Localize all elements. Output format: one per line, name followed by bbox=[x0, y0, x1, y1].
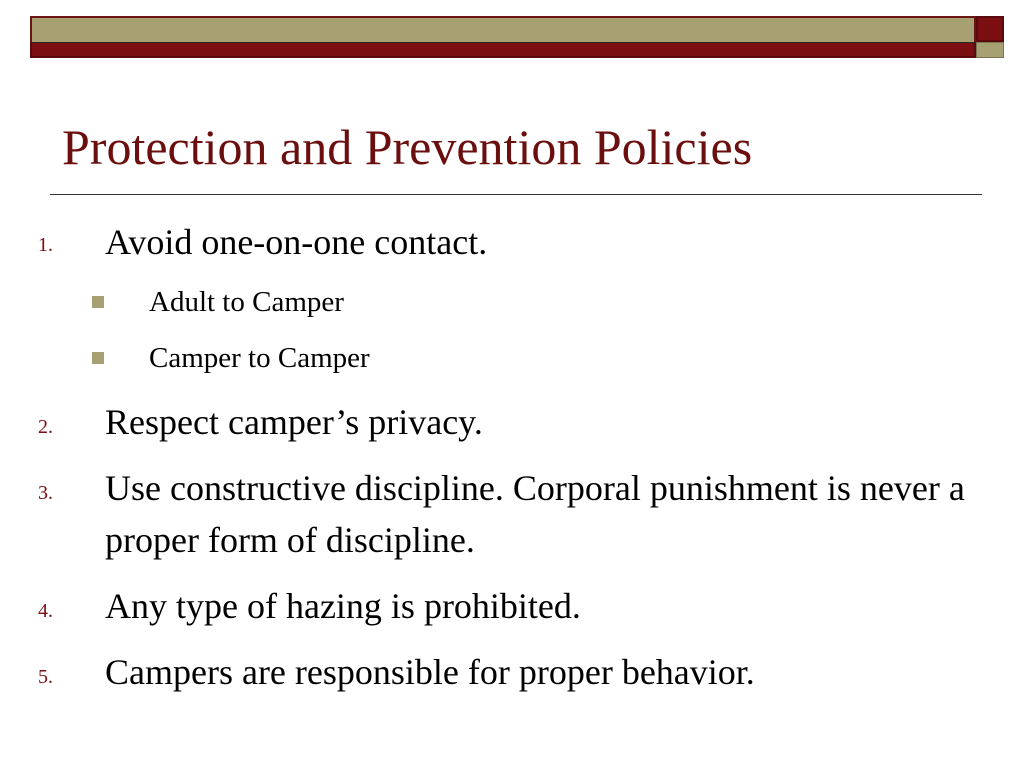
square-bullet-icon bbox=[92, 352, 104, 364]
item-number: 5. bbox=[38, 666, 53, 688]
item-text: Respect camper’s privacy. bbox=[105, 402, 483, 442]
item-number: 3. bbox=[38, 482, 53, 504]
item-number: 4. bbox=[38, 600, 53, 622]
item-text: Use constructive discipline. Corporal punishment is never a proper form of discipline. bbox=[105, 468, 965, 560]
corner-square-red bbox=[976, 16, 1004, 42]
item-text: Avoid one-on-one contact. bbox=[105, 222, 488, 262]
slide-title: Protection and Prevention Policies bbox=[62, 119, 753, 175]
header-band-olive bbox=[30, 16, 976, 42]
item-text: Any type of hazing is prohibited. bbox=[105, 586, 581, 626]
sub-item-text: Camper to Camper bbox=[149, 342, 370, 374]
square-bullet-icon bbox=[92, 296, 104, 308]
title-divider bbox=[50, 194, 982, 195]
item-number: 1. bbox=[38, 234, 53, 256]
corner-square-olive bbox=[976, 42, 1004, 58]
header-band-red bbox=[30, 42, 976, 58]
item-number: 2. bbox=[38, 416, 53, 438]
item-text: Campers are responsible for proper behavior. bbox=[105, 652, 755, 692]
sub-item-text: Adult to Camper bbox=[149, 286, 344, 318]
